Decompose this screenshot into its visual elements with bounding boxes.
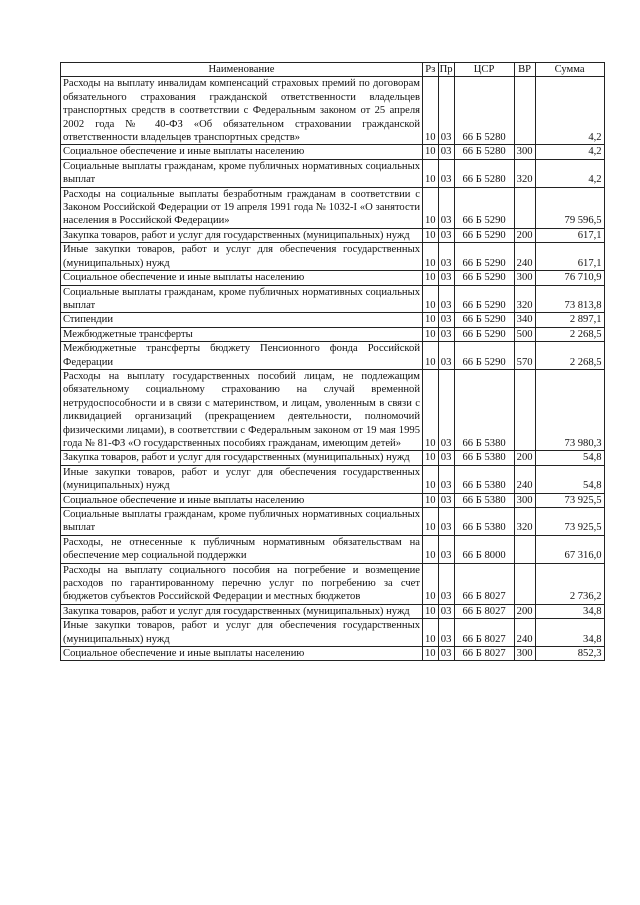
- cell-rz: 10: [423, 159, 439, 187]
- table-row: [61, 271, 605, 285]
- cell-name: Иные закупки товаров, работ и услуг для обеспечения государственных (муниципальных) нужд: [61, 243, 423, 271]
- cell-name: Закупка товаров, работ и услуг для государственных (муниципальных) нужд: [61, 451, 423, 465]
- cell-pr: 03: [438, 187, 454, 228]
- header-name: Наименование: [61, 63, 423, 77]
- table-row: [61, 451, 605, 465]
- cell-vr: 340: [514, 313, 535, 327]
- cell-pr: 03: [438, 647, 454, 661]
- cell-sum: 4,2: [535, 159, 604, 187]
- cell-sum: 76 710,9: [535, 271, 604, 285]
- cell-rz: 10: [423, 187, 439, 228]
- cell-sum: 2 268,5: [535, 327, 604, 341]
- cell-rz: 10: [423, 451, 439, 465]
- cell-rz: 10: [423, 535, 439, 563]
- cell-csr: 66 Б 5290: [454, 187, 514, 228]
- cell-name: Социальное обеспечение и иные выплаты населению: [61, 145, 423, 159]
- cell-sum: 852,3: [535, 647, 604, 661]
- cell-csr: 66 Б 5280: [454, 159, 514, 187]
- cell-rz: 10: [423, 369, 439, 450]
- table-row: [61, 187, 605, 228]
- cell-rz: 10: [423, 285, 439, 313]
- cell-pr: 03: [438, 77, 454, 145]
- cell-csr: 66 Б 8027: [454, 604, 514, 618]
- cell-pr: 03: [438, 451, 454, 465]
- cell-name: Социальное обеспечение и иные выплаты населению: [61, 271, 423, 285]
- cell-csr: 66 Б 5380: [454, 508, 514, 536]
- cell-vr: 300: [514, 493, 535, 507]
- cell-sum: 2 897,1: [535, 313, 604, 327]
- cell-csr: 66 Б 5380: [454, 369, 514, 450]
- cell-csr: 66 Б 5380: [454, 465, 514, 493]
- cell-csr: 66 Б 5280: [454, 145, 514, 159]
- table-row: [61, 145, 605, 159]
- cell-vr: 200: [514, 604, 535, 618]
- cell-csr: 66 Б 5290: [454, 342, 514, 370]
- cell-name: Социальное обеспечение и иные выплаты населению: [61, 647, 423, 661]
- cell-rz: 10: [423, 243, 439, 271]
- cell-rz: 10: [423, 77, 439, 145]
- cell-pr: 03: [438, 313, 454, 327]
- table-row: [61, 647, 605, 661]
- cell-csr: 66 Б 5290: [454, 243, 514, 271]
- cell-csr: 66 Б 5290: [454, 285, 514, 313]
- cell-pr: 03: [438, 342, 454, 370]
- cell-csr: 66 Б 8027: [454, 563, 514, 604]
- table-row: [61, 313, 605, 327]
- cell-name: Иные закупки товаров, работ и услуг для обеспечения государственных (муниципальных) нужд: [61, 619, 423, 647]
- cell-rz: 10: [423, 228, 439, 242]
- cell-name: Расходы на выплату инвалидам компенсаций страховых премий по договорам обязательного страхования гражданской ответственности владельцев транспортных средств в соответствии с Федеральным законом от 25 апреля 2002 года № 40-ФЗ «Об обязательном страховании гражданской ответственности владельцев транспортных средств»: [61, 77, 423, 145]
- cell-sum: 4,2: [535, 77, 604, 145]
- cell-sum: 73 925,5: [535, 493, 604, 507]
- cell-name: Социальные выплаты гражданам, кроме публичных нормативных социальных выплат: [61, 159, 423, 187]
- cell-vr: 320: [514, 159, 535, 187]
- cell-pr: 03: [438, 271, 454, 285]
- cell-csr: 66 Б 5290: [454, 313, 514, 327]
- table-row: [61, 243, 605, 271]
- table-row: [61, 563, 605, 604]
- cell-csr: 66 Б 5380: [454, 493, 514, 507]
- cell-sum: 54,8: [535, 451, 604, 465]
- cell-rz: 10: [423, 145, 439, 159]
- cell-sum: 73 980,3: [535, 369, 604, 450]
- cell-vr: [514, 369, 535, 450]
- cell-vr: [514, 187, 535, 228]
- cell-sum: 617,1: [535, 243, 604, 271]
- cell-vr: 320: [514, 508, 535, 536]
- cell-pr: 03: [438, 159, 454, 187]
- cell-name: Расходы на выплату государственных пособий лицам, не подлежащим обязательному социальному страхованию на случай временной нетрудоспособности и в связи с материнством, и лицам, уволенным в связи с ликвидацией организаций (прекращением деятельности, полномочий физическими лицами), в соответствии с Федеральным законом от 19 мая 1995 года № 81-ФЗ «О государственных пособиях гражданам, имеющим детей»: [61, 369, 423, 450]
- table-row: [61, 285, 605, 313]
- cell-sum: 34,8: [535, 619, 604, 647]
- cell-vr: 300: [514, 647, 535, 661]
- cell-pr: 03: [438, 369, 454, 450]
- table-row: [61, 535, 605, 563]
- table-row: [61, 369, 605, 450]
- table-row: [61, 604, 605, 618]
- cell-rz: 10: [423, 604, 439, 618]
- cell-csr: 66 Б 8000: [454, 535, 514, 563]
- budget-table: [60, 62, 605, 661]
- cell-pr: 03: [438, 604, 454, 618]
- cell-vr: 200: [514, 228, 535, 242]
- cell-vr: 240: [514, 243, 535, 271]
- cell-name: Социальное обеспечение и иные выплаты населению: [61, 493, 423, 507]
- cell-rz: 10: [423, 563, 439, 604]
- cell-pr: 03: [438, 285, 454, 313]
- cell-sum: 4,2: [535, 145, 604, 159]
- table-row: [61, 228, 605, 242]
- cell-rz: 10: [423, 619, 439, 647]
- cell-name: Стипендии: [61, 313, 423, 327]
- header-vr: ВР: [514, 63, 535, 77]
- cell-sum: 2 736,2: [535, 563, 604, 604]
- cell-vr: 240: [514, 465, 535, 493]
- header-rz: Рз: [423, 63, 439, 77]
- cell-sum: 617,1: [535, 228, 604, 242]
- table-row: [61, 77, 605, 145]
- cell-vr: 500: [514, 327, 535, 341]
- cell-sum: 54,8: [535, 465, 604, 493]
- cell-csr: 66 Б 5290: [454, 271, 514, 285]
- cell-pr: 03: [438, 535, 454, 563]
- cell-pr: 03: [438, 243, 454, 271]
- table-header-row: [61, 63, 605, 77]
- table-row: [61, 465, 605, 493]
- cell-sum: 79 596,5: [535, 187, 604, 228]
- cell-vr: 320: [514, 285, 535, 313]
- cell-vr: 240: [514, 619, 535, 647]
- cell-name: Закупка товаров, работ и услуг для государственных (муниципальных) нужд: [61, 228, 423, 242]
- cell-name: Социальные выплаты гражданам, кроме публичных нормативных социальных выплат: [61, 508, 423, 536]
- table-row: [61, 159, 605, 187]
- cell-name: Расходы на выплату социального пособия на погребение и возмещение расходов по гарантированному перечню услуг по погребению за счет бюджетов субъектов Российской Федерации и местных бюджетов: [61, 563, 423, 604]
- cell-name: Расходы на социальные выплаты безработным гражданам в соответствии с Законом Российской Федерации от 19 апреля 1991 года № 1032-I «О занятости населения в Российской Федерации»: [61, 187, 423, 228]
- cell-pr: 03: [438, 563, 454, 604]
- cell-pr: 03: [438, 465, 454, 493]
- cell-rz: 10: [423, 465, 439, 493]
- cell-rz: 10: [423, 327, 439, 341]
- cell-vr: [514, 563, 535, 604]
- cell-vr: 300: [514, 271, 535, 285]
- cell-pr: 03: [438, 493, 454, 507]
- cell-csr: 66 Б 5290: [454, 228, 514, 242]
- cell-pr: 03: [438, 145, 454, 159]
- cell-pr: 03: [438, 228, 454, 242]
- cell-csr: 66 Б 5380: [454, 451, 514, 465]
- cell-name: Иные закупки товаров, работ и услуг для обеспечения государственных (муниципальных) нужд: [61, 465, 423, 493]
- header-pr: Пр: [439, 64, 453, 75]
- cell-rz: 10: [423, 647, 439, 661]
- cell-sum: 73 813,8: [535, 285, 604, 313]
- cell-csr: 66 Б 5280: [454, 77, 514, 145]
- cell-vr: 570: [514, 342, 535, 370]
- cell-rz: 10: [423, 508, 439, 536]
- cell-rz: 10: [423, 313, 439, 327]
- cell-name: Социальные выплаты гражданам, кроме публичных нормативных социальных выплат: [61, 285, 423, 313]
- cell-name: Межбюджетные трансферты: [61, 327, 423, 341]
- cell-sum: 67 316,0: [535, 535, 604, 563]
- cell-rz: 10: [423, 493, 439, 507]
- cell-vr: [514, 535, 535, 563]
- table-row: [61, 508, 605, 536]
- cell-vr: [514, 77, 535, 145]
- table-row: [61, 619, 605, 647]
- cell-pr: 03: [438, 508, 454, 536]
- table-row: [61, 342, 605, 370]
- table-row: [61, 493, 605, 507]
- cell-rz: 10: [423, 342, 439, 370]
- cell-pr: 03: [438, 619, 454, 647]
- cell-name: Расходы, не отнесенные к публичным нормативным обязательствам на обеспечение мер социальной поддержки: [61, 535, 423, 563]
- cell-vr: 300: [514, 145, 535, 159]
- table-row: [61, 327, 605, 341]
- cell-sum: 34,8: [535, 604, 604, 618]
- header-csr: ЦСР: [454, 63, 514, 77]
- cell-csr: 66 Б 8027: [454, 647, 514, 661]
- cell-sum: 73 925,5: [535, 508, 604, 536]
- cell-pr: 03: [438, 327, 454, 341]
- cell-rz: 10: [423, 271, 439, 285]
- cell-name: Межбюджетные трансферты бюджету Пенсионного фонда Российской Федерации: [61, 342, 423, 370]
- cell-name: Закупка товаров, работ и услуг для государственных (муниципальных) нужд: [61, 604, 423, 618]
- cell-csr: 66 Б 5290: [454, 327, 514, 341]
- cell-vr: 200: [514, 451, 535, 465]
- header-sum: Сумма: [535, 63, 604, 77]
- cell-csr: 66 Б 8027: [454, 619, 514, 647]
- cell-sum: 2 268,5: [535, 342, 604, 370]
